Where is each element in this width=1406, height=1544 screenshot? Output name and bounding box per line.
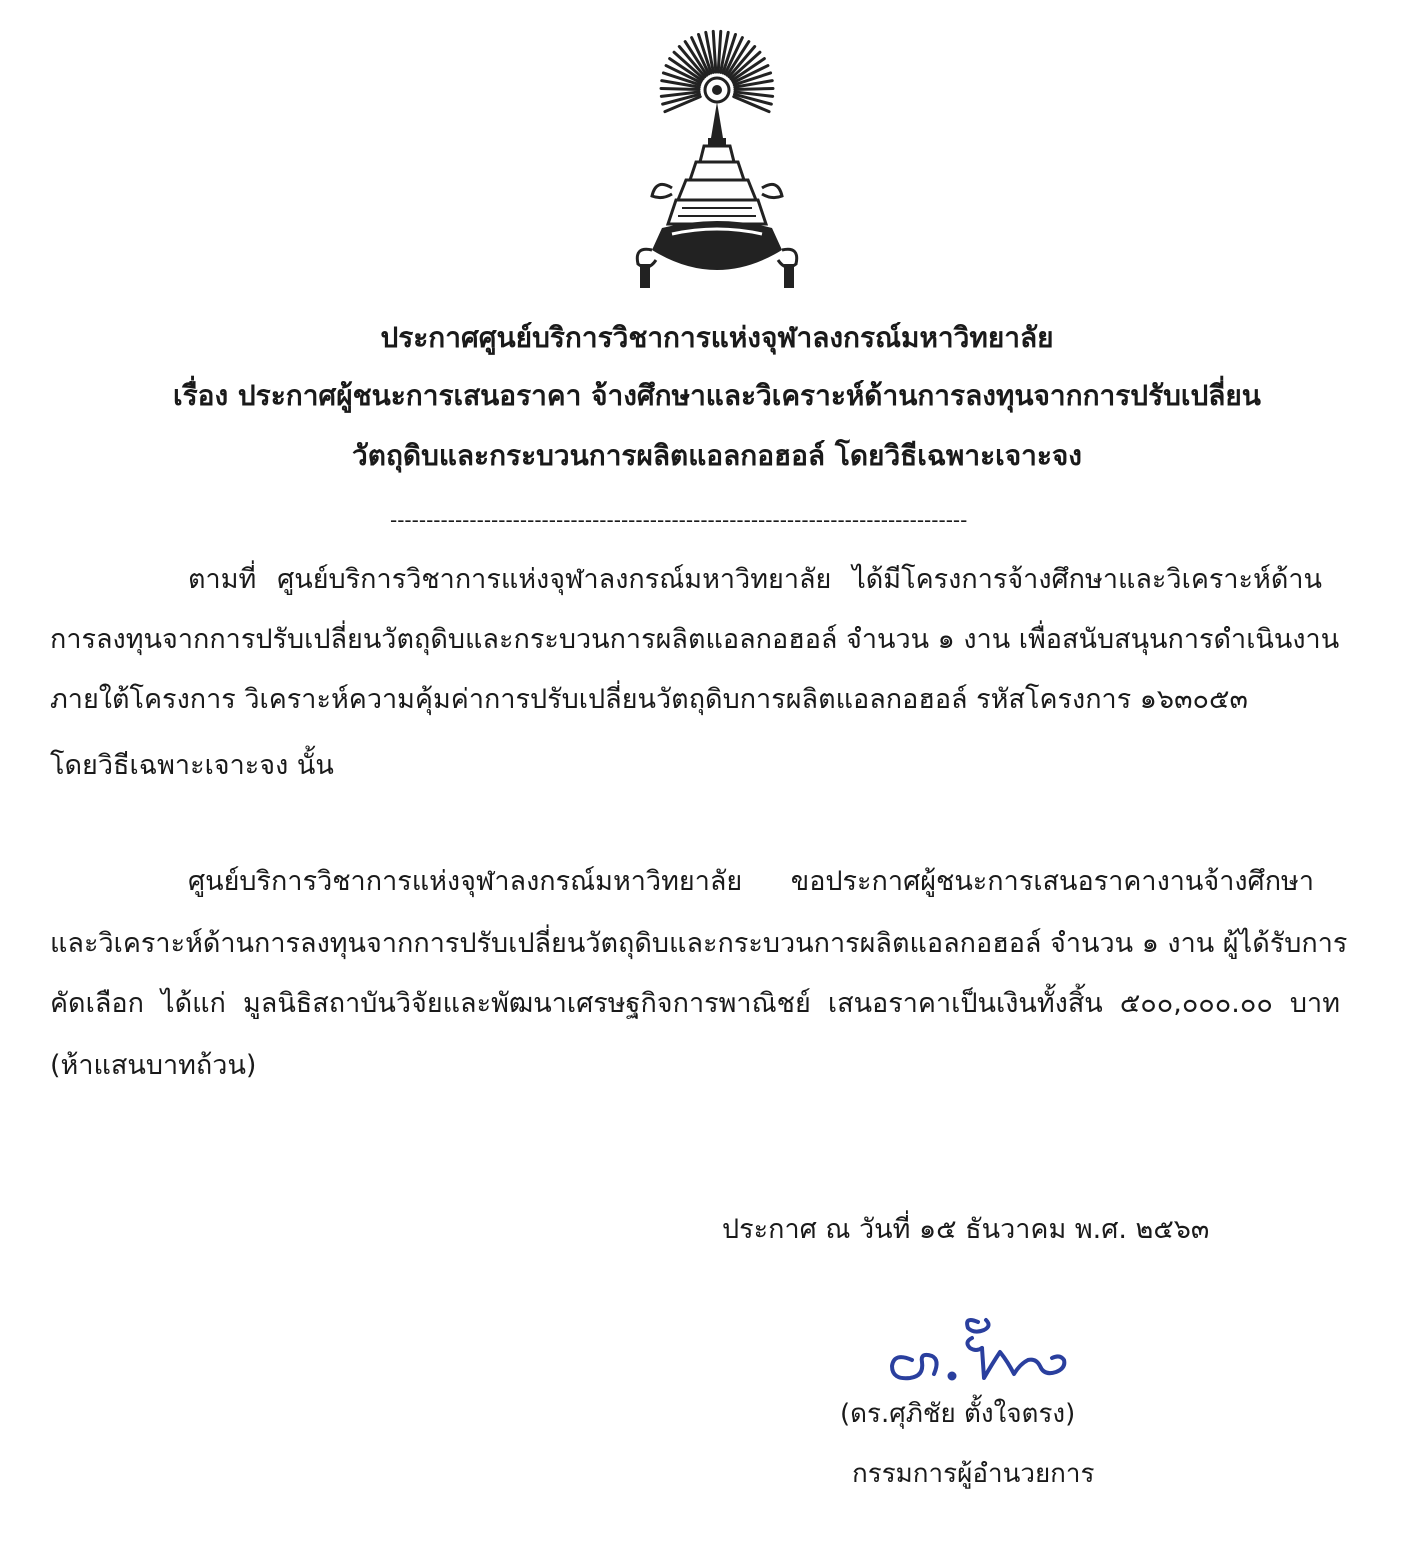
signatory-name: (ดร.ศุภิชัย ตั้งใจตรง) xyxy=(840,1399,1076,1429)
paragraph1-line4: โดยวิธีเฉพาะเจาะจง นั้น xyxy=(50,750,334,781)
announcement-subject-continued: วัตถุดิบและกระบวนการผลิตแอลกอฮอล์ โดยวิธีเฉพาะเจาะจง xyxy=(352,439,1082,472)
university-emblem-icon xyxy=(632,28,802,300)
signatory-position: กรรมการผู้อำนวยการ xyxy=(852,1459,1095,1489)
announcement-subject: เรื่อง ประกาศผู้ชนะการเสนอราคา จ้างศึกษาและวิเคราะห์ด้านการลงทุนจากการปรับเปลี่ยน xyxy=(173,379,1261,412)
paragraph2-line3: คัดเลือก ได้แก่ มูลนิธิสถาบันวิจัยและพัฒนาเศรษฐกิจการพาณิชย์ เสนอราคาเป็นเงินทั้งสิ้น ๕๐๐,๐๐๐.๐๐ บาท xyxy=(50,988,1340,1019)
paragraph2-line4: (ห้าแสนบาทถ้วน) xyxy=(50,1050,257,1081)
announcement-date: ประกาศ ณ วันที่ ๑๕ ธันวาคม พ.ศ. ๒๕๖๓ xyxy=(722,1214,1210,1245)
paragraph1-line3: ภายใต้โครงการ วิเคราะห์ความคุ้มค่าการปรับเปลี่ยนวัตถุดิบการผลิตแอลกอฮอล์ รหัสโครงการ ๑๖๓๐๕๓ xyxy=(50,684,1248,715)
paragraph1-line2: การลงทุนจากการปรับเปลี่ยนวัตถุดิบและกระบวนการผลิตแอลกอฮอล์ จำนวน ๑ งาน เพื่อสนับสนุนการดำเนินงาน xyxy=(50,624,1340,655)
paragraph2-line2: และวิเคราะห์ด้านการลงทุนจากการปรับเปลี่ยนวัตถุดิบและกระบวนการผลิตแอลกอฮอล์ จำนวน ๑ งาน ผู้ได้รับการ xyxy=(50,928,1348,959)
announcement-title: ประกาศศูนย์บริการวิชาการแห่งจุฬาลงกรณ์มหาวิทยาลัย xyxy=(380,321,1054,354)
signature-icon xyxy=(880,1308,1090,1392)
title-divider: -------------------------------------------------------------------------------- xyxy=(390,508,968,532)
paragraph1-line1: ตามที่ ศูนย์บริการวิชาการแห่งจุฬาลงกรณ์มหาวิทยาลัย ได้มีโครงการจ้างศึกษาและวิเคราะห์ด้าน xyxy=(188,564,1322,595)
paragraph2-line1: ศูนย์บริการวิชาการแห่งจุฬาลงกรณ์มหาวิทยาลัย ขอประกาศผู้ชนะการเสนอราคางานจ้างศึกษา xyxy=(188,866,1314,897)
